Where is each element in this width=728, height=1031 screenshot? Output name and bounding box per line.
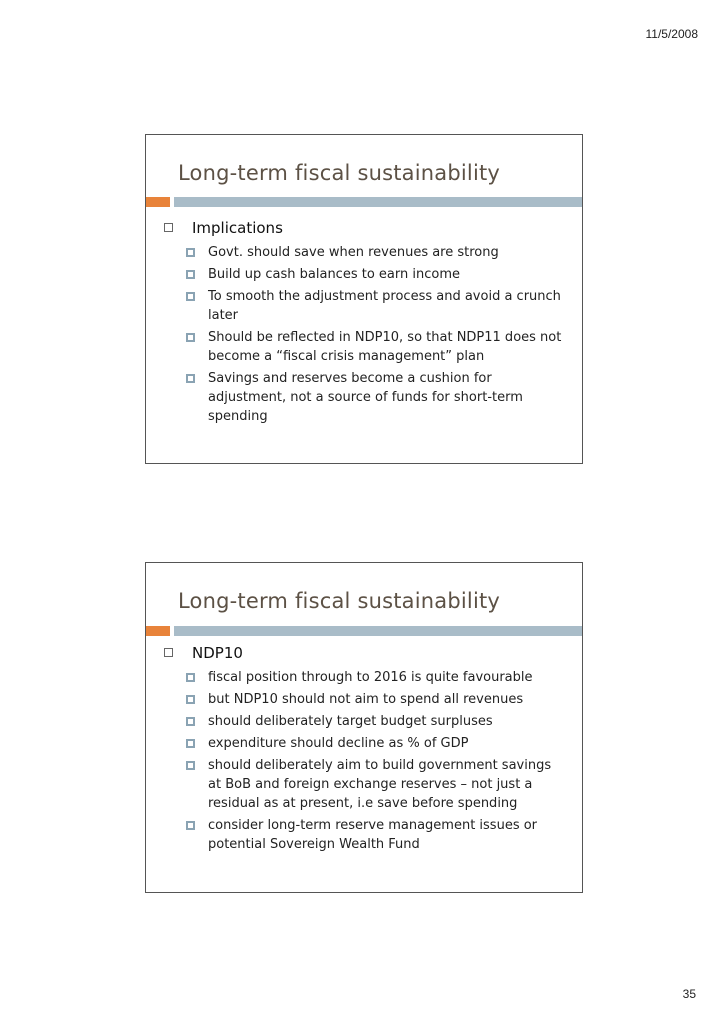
accent-orange-bar [146,197,170,207]
list-item-text: To smooth the adjustment process and avoid a crunch later [208,289,561,323]
list-item [162,690,570,709]
square-bullet-icon [186,248,195,257]
title-accent-band [146,197,582,207]
square-bullet-icon [186,292,195,301]
accent-blue-bar [174,197,582,207]
list-item-text: fiscal position through to 2016 is quite favourable [208,670,533,685]
square-outline-icon [164,648,173,657]
list-item [162,328,570,366]
title-accent-band [146,626,582,636]
list-item [162,712,570,731]
list-item [162,668,570,687]
square-bullet-icon [186,739,195,748]
square-bullet-icon [186,270,195,279]
slide-title: Long-term fiscal sustainability [178,589,501,613]
square-bullet-icon [186,673,195,682]
list-item-text: consider long-term reserve management issues or potential Sovereign Wealth Fund [208,818,538,852]
list-item [162,287,570,325]
list-item [162,369,570,426]
slide-content [162,218,570,429]
list-item [162,816,570,854]
list-item [162,265,570,284]
list-item-text: Govt. should save when revenues are strong [208,245,499,260]
list-item-text: Savings and reserves become a cushion for adjustment, not a source of funds for short-term spending [208,371,523,424]
square-bullet-icon [186,374,195,383]
accent-blue-bar [174,626,582,636]
list-item-text: expenditure should decline as % of GDP [208,736,469,751]
list-item [162,756,570,813]
slide-title: Long-term fiscal sustainability [178,161,501,185]
list-item-text: Should be reflected in NDP10, so that NDP11 does not become a “fiscal crisis management” plan [208,330,562,364]
square-bullet-icon [186,333,195,342]
list-item-text: should deliberately target budget surpluses [208,714,493,729]
heading-item [162,643,570,663]
accent-orange-bar [146,626,170,636]
slide-2 [145,562,583,893]
square-bullet-icon [186,717,195,726]
list-item-text: should deliberately aim to build government savings at BoB and foreign exchange reserves – not just a residual as at present, i.e save before spending [208,758,552,811]
list-item [162,734,570,753]
page-date: 11/5/2008 [645,27,698,41]
heading-text: Implications [192,219,283,237]
list-item-text: but NDP10 should not aim to spend all revenues [208,692,524,707]
square-bullet-icon [186,821,195,830]
square-bullet-icon [186,695,195,704]
slide-content [162,643,570,857]
list-item-text: Build up cash balances to earn income [208,267,460,282]
square-outline-icon [164,223,173,232]
list-item [162,243,570,262]
heading-item [162,218,570,238]
heading-text: NDP10 [192,644,243,662]
slide-1 [145,134,583,464]
page-number: 35 [682,987,696,1001]
square-bullet-icon [186,761,195,770]
